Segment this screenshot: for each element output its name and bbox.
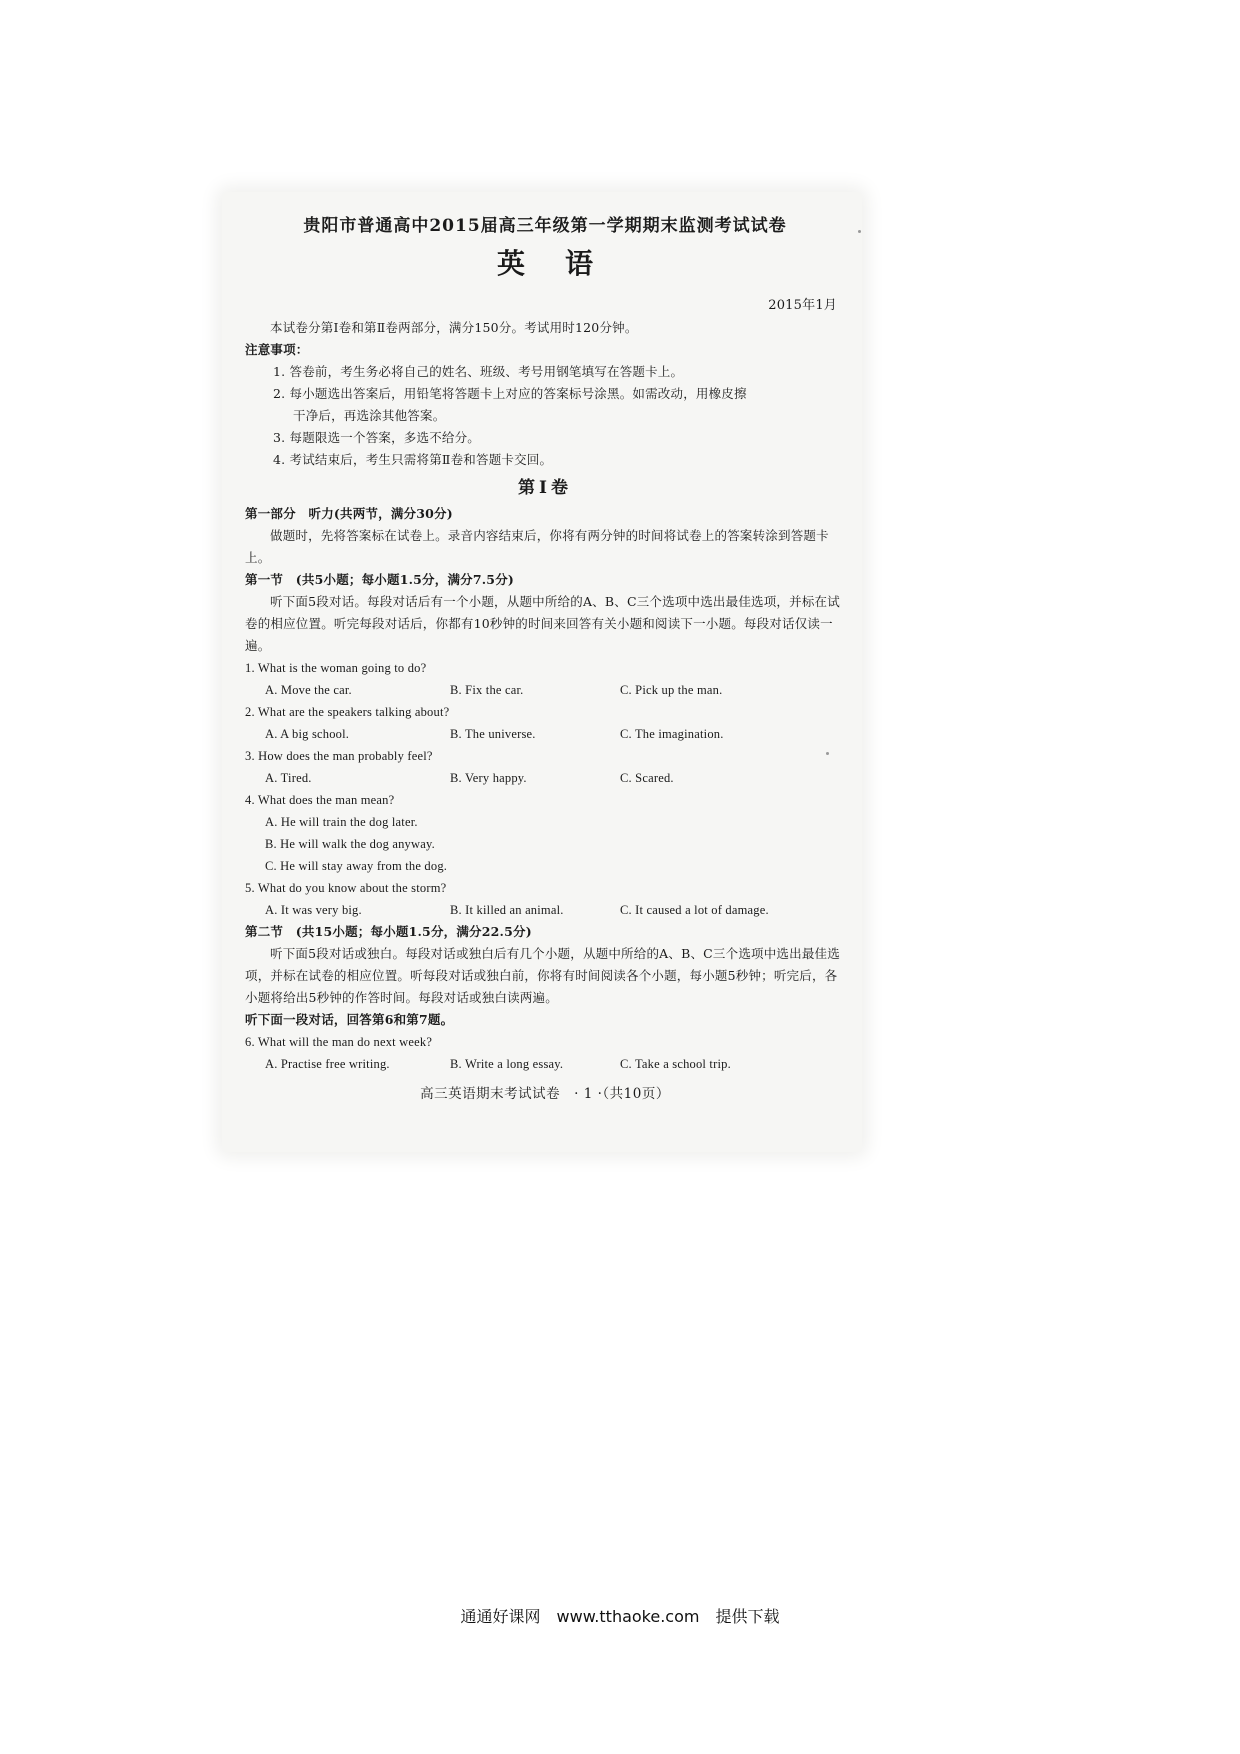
- option-b: B. It killed an animal.: [450, 903, 564, 917]
- option-c: C. The imagination.: [620, 727, 724, 741]
- notice-item: 1. 答卷前，考生务必将自己的姓名、班级、考号用钢笔填写在答题卡上。: [273, 364, 684, 379]
- page-footer: 高三英语期末考试试卷 · 1 ·（共10页）: [420, 1086, 670, 1102]
- notice-heading: 注意事项：: [245, 342, 309, 357]
- question-stem: 2. What are the speakers talking about?: [245, 705, 450, 719]
- exam-intro: 本试卷分第Ⅰ卷和第Ⅱ卷两部分，满分150分。考试用时120分钟。: [270, 320, 638, 335]
- exam-paper: [245, 215, 845, 1105]
- option-b: B. Write a long essay.: [450, 1057, 564, 1071]
- question-stem: 3. How does the man probably feel?: [245, 749, 433, 763]
- notice-continuation: 干净后，再选涂其他答案。: [293, 408, 446, 423]
- part1-heading: 第一部分 听力(共两节，满分30分): [245, 506, 453, 521]
- subject-title: 英语: [496, 247, 633, 280]
- scan-speck: [858, 230, 861, 233]
- option-a: A. He will train the dog later.: [265, 815, 418, 829]
- section1-intro: 听下面5段对话。每段对话后有一个小题，从题中所给的A、B、C三个选项中选出最佳选项，并标在试卷的相应位置。听完每段对话后，你都有10秒钟的时间来回答有关小题和阅读下一小题。每段对话仅读一遍。: [245, 594, 840, 653]
- question-options: [245, 767, 845, 789]
- option-c: C. Scared.: [620, 771, 674, 785]
- exam-date: 2015年1月: [768, 298, 837, 313]
- option-b: B. Very happy.: [450, 771, 527, 785]
- question-options: [245, 723, 845, 745]
- question-options: [245, 1053, 845, 1075]
- section2-intro: 听下面5段对话或独白。每段对话或独白后有几个小题，从题中所给的A、B、C三个选项中选出最佳选项，并标在试卷的相应位置。听每段对话或独白前，你将有时间阅读各个小题，每小题5秒钟；听完后，各小题将给出5秒钟的作答时间。每段对话或独白读两遍。: [245, 946, 840, 1005]
- notice-item: 3. 每题限选一个答案，多选不给分。: [273, 430, 481, 445]
- section2-heading: 第二节 (共15小题；每小题1.5分，满分22.5分): [245, 924, 532, 939]
- option-b: B. Fix the car.: [450, 683, 524, 697]
- notice-item: 4. 考试结束后，考生只需将第Ⅱ卷和答题卡交回。: [273, 452, 553, 467]
- question-stem: 4. What does the man mean?: [245, 793, 395, 807]
- option-b: B. He will walk the dog anyway.: [265, 837, 435, 851]
- download-watermark: 通通好课网 www.tthaoke.com 提供下载: [460, 1607, 780, 1626]
- option-a: A. Tired.: [265, 771, 312, 785]
- part1-intro: 做题时，先将答案标在试卷上。录音内容结束后，你将有两分钟的时间将试卷上的答案转涂到答题卡上。: [245, 528, 829, 565]
- section2-sub-heading: 听下面一段对话，回答第6和第7题。: [245, 1012, 454, 1027]
- option-a: A. It was very big.: [265, 903, 362, 917]
- option-c: C. Pick up the man.: [620, 683, 723, 697]
- notice-item-continued: [245, 405, 845, 427]
- option-a: A. Move the car.: [265, 683, 352, 697]
- question-stem: 6. What will the man do next week?: [245, 1035, 433, 1049]
- section1-heading: 第一节 (共5小题；每小题1.5分，满分7.5分): [245, 572, 515, 587]
- option-b: B. The universe.: [450, 727, 536, 741]
- option-c: C. Take a school trip.: [620, 1057, 731, 1071]
- question-options: [245, 679, 845, 701]
- exam-title: 贵阳市普通高中2015届高三年级第一学期期末监测考试试卷: [303, 216, 787, 236]
- question-stem: 5. What do you know about the storm?: [245, 881, 447, 895]
- option-c: C. He will stay away from the dog.: [265, 859, 448, 873]
- question-options: [245, 899, 845, 921]
- volume-title: 第Ⅰ卷: [518, 478, 572, 498]
- question-stem: 1. What is the woman going to do?: [245, 661, 427, 675]
- notice-item: 2. 每小题选出答案后，用铅笔将答题卡上对应的答案标号涂黑。如需改动，用橡皮擦: [273, 386, 747, 401]
- option-a: A. Practise free writing.: [265, 1057, 390, 1071]
- option-c: C. It caused a lot of damage.: [620, 903, 769, 917]
- option-a: A. A big school.: [265, 727, 350, 741]
